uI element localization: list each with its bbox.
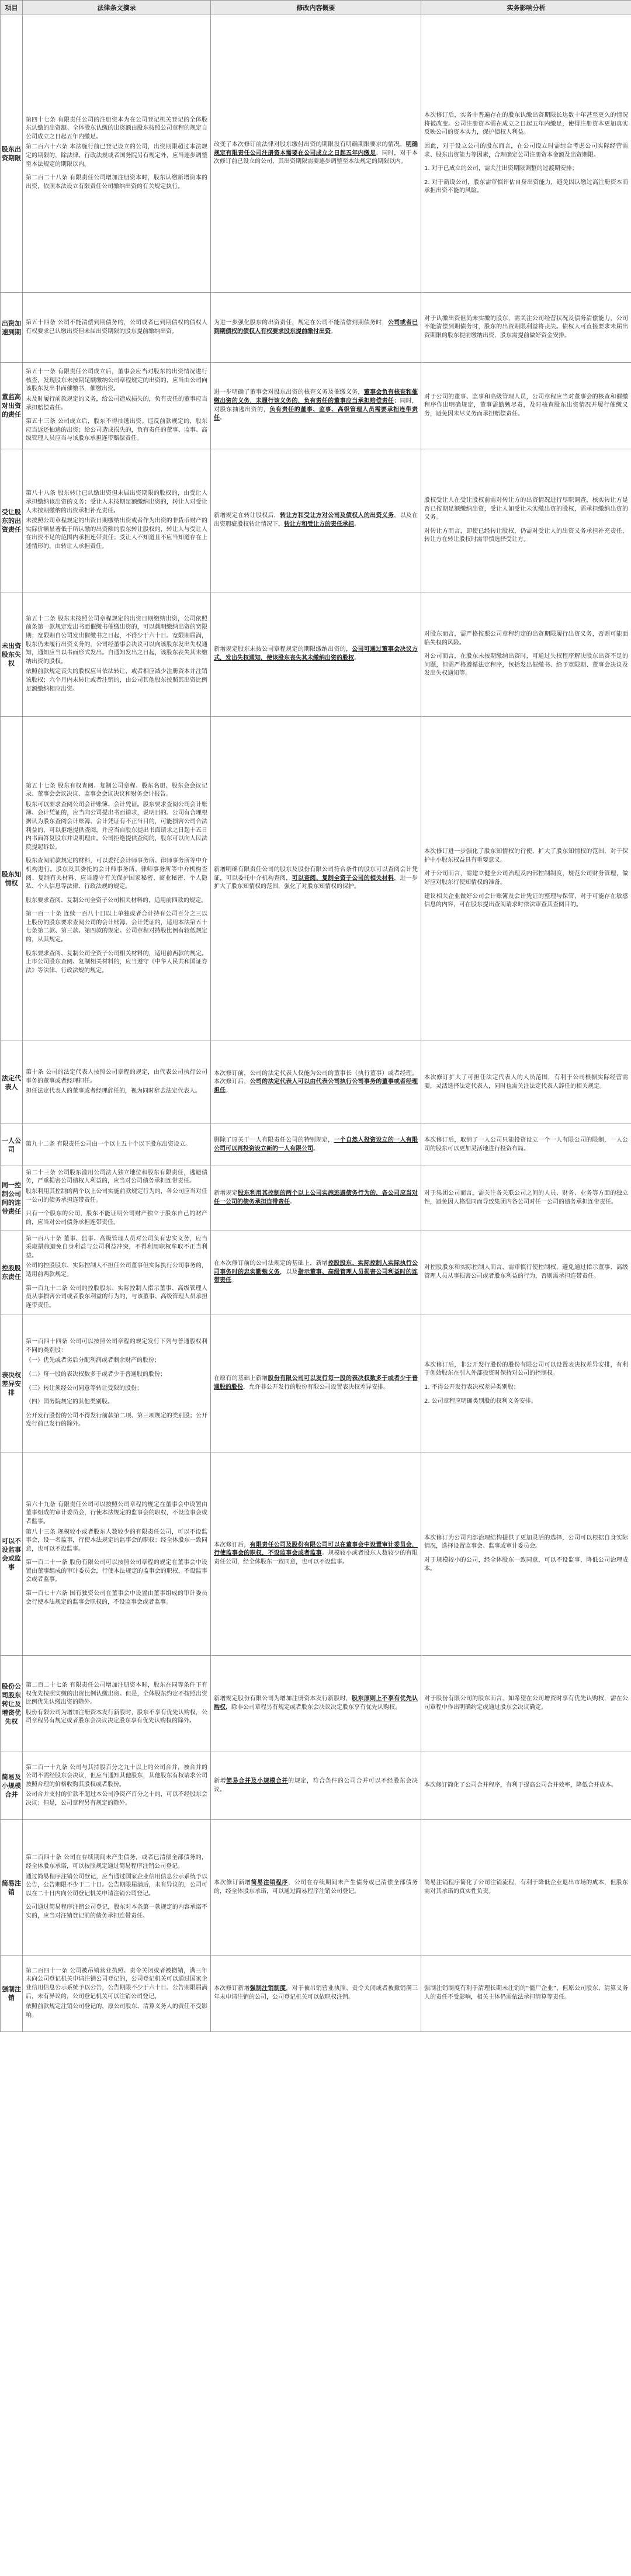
body-text: ；同时，对股东抽逃出资的， xyxy=(214,397,418,413)
body-text: 本次修订后，实务中普遍存在的股东认缴出资期限长达数十年甚至更久的情况将被改变。公司注册资本需在成立之日起五年内缴足，使得注册资本更加真实反映公司的资本实力，保护债权人利益。 xyxy=(424,112,628,136)
table-row xyxy=(1,363,631,449)
body-text: ，以及 xyxy=(280,1268,298,1275)
paragraph xyxy=(26,1385,207,1393)
row-item-label: 同一控制公司间的连带责任 xyxy=(1,1166,23,1230)
row-item-label: 控股股东责任 xyxy=(1,1230,23,1315)
impact-analysis-cell xyxy=(421,1230,631,1315)
emphasis-text: 股东利用其控制的两个以上公司实施逃避债务行为的，各公司应当对任一公司的债务承担连带责任 xyxy=(214,1190,418,1205)
table-row xyxy=(1,1956,631,2032)
emphasis-text: 公司或者已到期债权的债权人有权要求股东提前缴付出资 xyxy=(214,319,418,335)
body-text: 第八十三条 规模较小或者股东人数较少的有限责任公司，可以不设监事会，设一名监事，行使本法规定的监事会的职权；经全体股东一致同意，也可以不设监事。 xyxy=(26,1528,207,1552)
body-text: 进一步明确了董事会对股东出资的核查义务及催缴义务， xyxy=(214,389,364,396)
law-excerpt-cell xyxy=(23,449,211,592)
body-text: 为进一步强化股东的出资责任，规定在公司不能清偿到期债务时， xyxy=(214,319,388,326)
body-text: 。 xyxy=(226,1087,231,1094)
modification-summary-cell xyxy=(211,1752,421,1820)
body-text: 本次修订为公司内部治理结构提供了更加灵活的选择，公司可以根据自身实际情况，选择设置监事会、监事或审计委员会。 xyxy=(424,1534,628,1550)
emphasis-text: 董事会负有核查和催缴出资的义务，未履行该义务的，负有责任的董事应当承担赔偿责任 xyxy=(214,389,418,404)
law-excerpt-cell xyxy=(23,1820,211,1956)
modification-summary-cell xyxy=(211,15,421,293)
body-text: 公司合并支付的价款不超过本公司净资产百分之十的，可以不经股东会决议；但是，公司章程另有规定的除外。 xyxy=(26,1791,207,1807)
table-row xyxy=(1,1166,631,1230)
body-text: 第一百七十六条 国有独资公司在董事会中设置由董事组成的审计委员会行使本法规定的监事会职权的，不设监事会或者监事。 xyxy=(26,1590,207,1606)
modification-summary-cell xyxy=(211,1230,421,1315)
body-text: 1. 不得公开发行表决权差异类别股； xyxy=(424,1384,519,1391)
table-row xyxy=(1,1041,631,1124)
paragraph xyxy=(214,389,418,422)
row-item-label: 简易注销 xyxy=(1,1820,23,1956)
modification-summary-cell xyxy=(211,717,421,1041)
body-text: 第八十八条 股东转让已认缴出资但未届出资期限的股权的，由受让人承担缴纳该出资的义务；受让人未按期足额缴纳出资的，转让人对受让人未按期缴纳的出资承担补充责任。 xyxy=(26,490,207,514)
paragraph xyxy=(26,1285,207,1310)
law-excerpt-cell xyxy=(23,1315,211,1452)
paragraph xyxy=(26,950,207,976)
body-text: 。同时，对于本次修订前已设立的公司，其出资期限需要逐步调整至本法规定的期限以内。 xyxy=(214,150,418,165)
body-text: 本次修订简化了公司合并程序，有利于提高公司合并效率，降低合并成本。 xyxy=(424,1782,617,1789)
body-text: 对于集团公司而言，需关注各关联公司之间的人员、财务、业务等方面的独立性，避免因人格混同而导致集团内各公司对任一公司的债务承担连带责任。 xyxy=(424,1190,628,1205)
body-text: 本次修订前，公司的法定代表人仅能为公司的董事长（执行董事）或者经理。本次修订后， xyxy=(214,1070,418,1086)
body-text: 第五十三条 公司成立后，股东不得抽逃出资。违反前款规定的，股东应当返还抽逃的出资；给公司造成损失的，负有责任的董事、监事、高级管理人员应当与该股东承担连带赔偿责任。 xyxy=(26,418,207,442)
header-mod: 修改内容概要 xyxy=(211,1,421,15)
body-text: 第四十七条 有限责任公司的注册资本为在公司登记机关登记的全体股东认缴的出资额。全体股东认缴的出资额由股东按照公司章程的规定自公司成立之日起五年内缴足。 xyxy=(26,116,207,140)
law-excerpt-cell xyxy=(23,717,211,1041)
body-text: 第一百四十四条 公司可以按照公司章程的规定发行下列与普通股权利不同的类别股： xyxy=(26,1339,207,1354)
body-text: 股东利用其控制的两个以上公司实施前款规定行为的，各公司应当对任一公司的债务承担连带责任。 xyxy=(26,1188,207,1204)
paragraph xyxy=(26,368,207,394)
emphasis-text: 简易合并及小规模合并 xyxy=(226,1777,289,1784)
body-text: 第二百一十九条 公司与其持股百分之九十以上的公司合并，被合并的公司不需经股东会决议，但应当通知其他股东，其他股东有权请求公司按照合理的价格收购其股权或者股份。 xyxy=(26,1764,207,1788)
paragraph xyxy=(26,1967,207,2001)
emphasis-text: 股份有限公司可以发行每一股的表决权数多于或者少于普通股的股份 xyxy=(214,1375,418,1391)
body-text: 。 xyxy=(313,1145,319,1152)
impact-analysis-cell xyxy=(421,592,631,717)
law-excerpt-cell xyxy=(23,592,211,717)
paragraph xyxy=(424,165,628,174)
paragraph xyxy=(424,143,628,160)
paragraph xyxy=(424,1556,628,1573)
modification-summary-cell xyxy=(211,592,421,717)
body-text: 股权受让人在受让股权前需对转让方的出资情况进行尽职调查，核实转让方是否已按期足额缴纳出资，受让人如受让未实缴出资的股权，需承担缴纳出资的义务。 xyxy=(424,497,628,521)
body-text: 第一百二十一条 股份有限公司可以按照公司章程的规定在董事会中设置由董事组成的审计委员会，行使本法规定的监事会的职权，不设监事会或者监事。 xyxy=(26,1559,207,1583)
body-text: 公开发行股份的公司不得发行前款第二项、第三项规定的类别股；公开发行前已发行的除外。 xyxy=(26,1412,207,1428)
body-text: 。 xyxy=(290,1198,296,1205)
paragraph xyxy=(424,630,628,647)
table-row xyxy=(1,1315,631,1452)
body-text: 本次修订后，非公开发行股份的股份有限公司可以设置表决权差异安排，有利于创始股东在引入外部投资时保持对公司的控制权。 xyxy=(424,1361,628,1377)
body-text: 股东查阅前款规定的材料，可以委托会计师事务所、律师事务所等中介机构进行。股东及其委托的会计师事务所、律师事务所等中介机构查阅、复制有关材料，应当遵守有关保护国家秘密、商业秘密、个人隐私、个人信息等法律、行政法规的规定。 xyxy=(26,858,207,890)
paragraph xyxy=(424,1074,628,1091)
row-item-label: 未出资股东失权 xyxy=(1,592,23,717)
table-row xyxy=(1,449,631,592)
paragraph xyxy=(214,1985,418,2002)
body-text: 新增 xyxy=(214,1777,227,1784)
modification-summary-cell xyxy=(211,363,421,449)
paragraph xyxy=(214,1260,418,1285)
modification-summary-cell xyxy=(211,1956,421,2032)
table-row xyxy=(1,1820,631,1956)
row-item-label: 受让股东的出资责任 xyxy=(1,449,23,592)
paragraph xyxy=(26,615,207,667)
paragraph xyxy=(424,1190,628,1206)
law-excerpt-cell xyxy=(23,363,211,449)
body-text: 对公司而言，在股东未按期缴纳出资时，可通过失权程序解决股东出资不足的问题，但需严格遵循法定程序，包括发出催缴书、给予宽限期、董事会决议及发出失权通知等。 xyxy=(424,653,628,677)
paragraph xyxy=(214,512,418,529)
emphasis-text: 强制注销制度 xyxy=(249,1985,286,1992)
body-text: 本次修订进一步强化了股东知情权的行使，扩大了股东知情权的范围，对于保护中小股东权益具有重要意义。 xyxy=(424,848,628,864)
emphasis-text: 负有责任的董事、监事、高级管理人员需要承担连带责任 xyxy=(214,406,418,422)
body-text: 强制注销制度有利于清理长期未注销的“僵尸企业”，但原公司股东、清算义务人的责任不受影响，相关主体仍需依法承担清算等责任。 xyxy=(424,1985,628,2001)
body-text: ，对于被吊销营业执照、责令关闭或者被撤销满三年未申请注销的公司，公司登记机关可以依职权注销。 xyxy=(214,1985,418,2001)
impact-analysis-cell xyxy=(421,1656,631,1752)
paragraph xyxy=(26,1371,207,1379)
paragraph xyxy=(214,1541,418,1567)
header-item: 项目 xyxy=(1,1,23,15)
body-text: 2. 公司章程应明确类别股的权利义务安排。 xyxy=(424,1398,537,1405)
emphasis-text: 控股股东、实际控制人实际执行公司事务时的忠实勤勉义务 xyxy=(214,1260,418,1275)
law-excerpt-cell xyxy=(23,293,211,363)
paragraph xyxy=(26,1559,207,1585)
row-item-label: 强制注销 xyxy=(1,1956,23,2032)
modification-summary-cell xyxy=(211,1041,421,1124)
impact-analysis-cell xyxy=(421,1166,631,1230)
paragraph xyxy=(26,1681,207,1707)
paragraph xyxy=(424,497,628,522)
emphasis-text: 明确规定有限责任公司注册资本需要在公司成立之日起五年内缴足 xyxy=(214,141,418,157)
body-text: （三）转让须经公司同意等转让受限的股份； xyxy=(26,1385,143,1392)
body-text: 只有一个股东的公司，股东不能证明公司财产独立于股东自己的财产的，应当对公司债务承担连带责任。 xyxy=(26,1211,207,1226)
law-excerpt-cell xyxy=(23,1041,211,1124)
paragraph xyxy=(424,1136,628,1153)
header-row xyxy=(1,1,631,15)
body-text: 对于公司而言，需建立健全公司治理及内部控制制度，规范公司财务管理，做好应对股东行使知情权的准备。 xyxy=(424,871,628,886)
impact-analysis-cell xyxy=(421,1752,631,1820)
body-text: 担任法定代表人的董事或者经理辞任的，视为同时辞去法定代表人。 xyxy=(26,1088,201,1095)
paragraph xyxy=(424,1985,628,2002)
body-text: 第五十二条 股东未按照公司章程规定的出资日期缴纳出资，公司依照前条第一款规定发出书面催缴书催缴出资的，可以载明缴纳出资的宽限期；宽限期自公司发出催缴书之日起，不得少于六十日。宽限期届满，股东仍未履行出资义务的，公司经董事会决议可以向该股东发出失权通知，通知应当以书面形式发出。自通知发出之日起，该股东丧失其未缴纳出资的股权。 xyxy=(26,615,207,665)
emphasis-text: 指示董事、高级管理人员损害公司利益时的连带责任 xyxy=(214,1268,418,1284)
paragraph xyxy=(424,1695,628,1712)
body-text: 1. 对于已成立的公司，需关注出资期限调整的过渡期安排； xyxy=(424,165,578,172)
body-text: 的规定，符合条件的公司合并可以不经股东会决议。 xyxy=(214,1777,418,1793)
law-excerpt-cell xyxy=(23,1166,211,1230)
body-text: 第一百八十条 董事、监事、高级管理人员对公司负有忠实义务，应当采取措施避免自身利益与公司利益冲突，不得利用职权牟取不正当利益。 xyxy=(26,1235,207,1259)
body-text: 。 xyxy=(354,655,360,661)
body-text: 2. 对于新设公司，股东需审慎评估自身出资能力，避免因认缴过高注册资本而承担出资不能的风险。 xyxy=(424,179,628,195)
body-text: 未按照公司章程规定的出资日期缴纳出资或者作为出资的非货币财产的实际价额显著低于所认缴的出资额的股东转让股权的，转让人与受让人在出资不足的范围内承担连带责任；受让人不知道且不应当知道存在上述情形的，由转让人承担责任。 xyxy=(26,518,207,550)
impact-analysis-cell xyxy=(421,1956,631,2032)
paragraph xyxy=(26,1140,207,1149)
body-text: 。 xyxy=(331,328,337,335)
body-text: 本次修订后，取消了一人公司只能投资设立一个一人有限公司的限制，一人公司的股东可以更加灵活地进行投资布局。 xyxy=(424,1136,628,1152)
body-text: 本次修订新增 xyxy=(214,1985,250,1992)
table-row xyxy=(1,1752,631,1820)
paragraph xyxy=(424,1781,628,1790)
body-text: 新增规定在转让股权后， xyxy=(214,512,280,519)
paragraph xyxy=(424,393,628,419)
table-row xyxy=(1,1124,631,1166)
body-text: 对于规模较小的公司，经全体股东一致同意，可以不设监事，降低公司治理成本。 xyxy=(424,1557,628,1572)
body-text: （二）每一股的表决权数多于或者少于普通股的股份； xyxy=(26,1371,166,1378)
paragraph xyxy=(26,1338,207,1355)
row-item-label: 简易及小规模合并 xyxy=(1,1752,23,1820)
body-text: 第一百一十条 连续一百八十日以上单独或者合计持有公司百分之三以上股份的股东要求查阅公司的会计账簿、会计凭证的，适用本法第五十七条第二款、第三款、第四款的规定。公司章程对持股比例有较低规定的，从其规定。 xyxy=(26,911,207,944)
table-row xyxy=(1,293,631,363)
body-text: 股东要求查阅、复制公司全资子公司相关材料的，适用前两款的规定。上市公司股东查阅、复制相关材料的，应当遵守《中华人民共和国证券法》等法律、行政法规的规定。 xyxy=(26,950,207,974)
body-text: 简易注销程序简化了公司注销流程，有利于降低企业退出市场的成本，但股东需对其承诺的真实性负责。 xyxy=(424,1879,628,1895)
paragraph xyxy=(214,1190,418,1206)
body-text: ，进一步扩大了股东知情权的范围，强化了对股东知情权的保护。 xyxy=(214,875,418,890)
body-text: 第二百六十六条 本法施行前已登记设立的公司，出资期限超过本法规定的期限的，除法律、行政法规或者国务院另有规定外，应当逐步调整至本法规定的期限以内。 xyxy=(26,144,207,168)
row-item-label: 法定代表人 xyxy=(1,1041,23,1124)
body-text: 对于公司的董事、监事和高级管理人员，公司章程应当对董事会的核查和催缴程序作出明确规定，董事需勤勉尽责，及时核查股东出资情况并履行催缴义务，避免因未尽义务而承担赔偿责任。 xyxy=(424,393,628,417)
modification-summary-cell xyxy=(211,1124,421,1166)
law-excerpt-cell xyxy=(23,1230,211,1315)
impact-analysis-cell xyxy=(421,449,631,592)
paragraph xyxy=(26,1069,207,1086)
law-excerpt-cell xyxy=(23,1956,211,2032)
paragraph xyxy=(26,910,207,944)
table-row xyxy=(1,1452,631,1656)
emphasis-text: 公司可通过董事会决议方式，发出失权通知，使该股东丧失其未缴纳出资的股权 xyxy=(214,646,418,661)
row-item-label: 表决权差异安排 xyxy=(1,1315,23,1452)
paragraph xyxy=(26,1169,207,1186)
body-text: 改变了本次修订前法律对股东缴付出资的期限没有明确期限要求的情况， xyxy=(214,141,406,148)
paragraph xyxy=(214,1879,418,1896)
paragraph xyxy=(424,1384,628,1392)
impact-analysis-cell xyxy=(421,15,631,293)
paragraph xyxy=(26,174,207,191)
body-text: 在本次修订前的公司法规定的基础上，新增 xyxy=(214,1260,328,1267)
body-text: 对转让方而言，即使已经转让股权，仍需对受让人的出资义务承担补充责任，转让方在转让股权时需审慎选择受让方。 xyxy=(424,528,628,543)
paragraph xyxy=(424,653,628,678)
body-text: 建议相关企业做好公司会计账簿及会计凭证的整理与保管，对于可能存在敏感信息的内容，可在股东提出查阅请求时依法审查其查阅目的。 xyxy=(424,893,628,909)
emphasis-text: 股东原则上不享有优先认购权 xyxy=(214,1696,418,1711)
paragraph xyxy=(214,141,418,167)
paragraph xyxy=(424,893,628,910)
impact-analysis-cell xyxy=(421,717,631,1041)
body-text: 股份有限公司为增加注册资本发行新股时，股东不享有优先认购权，公司章程另有规定或者股东会决议决定股东享有优先认购权的除外。 xyxy=(26,1709,207,1725)
paragraph xyxy=(424,870,628,887)
law-excerpt-cell xyxy=(23,1124,211,1166)
paragraph xyxy=(214,1777,418,1794)
row-item-label: 董监高对出资的责任 xyxy=(1,363,23,449)
paragraph xyxy=(424,179,628,196)
body-text: 第二百二十七条 有限责任公司增加注册资本时，股东在同等条件下有权优先按照实缴的出资比例认缴出资。但是，全体股东约定不按照出资比例优先认缴出资的除外。 xyxy=(26,1682,207,1706)
paragraph xyxy=(26,1412,207,1429)
body-text: 公司通过简易程序注销公司登记，股东对本条第一款规定的内容承诺不实的，应当对注销登记前的债务承担连带责任。 xyxy=(26,1904,207,1919)
row-item-label: 股份公司股东转让及增资优先权 xyxy=(1,1656,23,1752)
table-row xyxy=(1,1656,631,1752)
paragraph xyxy=(26,418,207,443)
paragraph xyxy=(26,1210,207,1227)
paragraph xyxy=(214,866,418,892)
law-excerpt-cell xyxy=(23,1452,211,1656)
paragraph xyxy=(214,319,418,336)
paragraph xyxy=(26,1854,207,1871)
paragraph xyxy=(26,1904,207,1920)
body-text: 删除了原关于一人有限责任公司的特别规定， xyxy=(214,1136,334,1143)
body-text: 第二百四十条 公司在存续期间未产生债务，或者已清偿全部债务的，经全体股东承诺，可以按照规定通过简易程序注销公司登记。 xyxy=(26,1854,207,1870)
body-text: ，允许非公开发行的股份有限公司设置表决权差异安排。 xyxy=(243,1384,389,1391)
body-text: 第九十二条 有限责任公司由一个以上五十个以下股东出资设立。 xyxy=(26,1141,192,1148)
body-text: 因此，对于设立公司的股东而言，在公司设立时需综合考虑公司实际经营需求、股东出资能力等因素，合理确定公司注册资本金额及出资期限。 xyxy=(424,143,628,158)
emphasis-text: 转让方和受让方对公司及债权人的出资义务 xyxy=(280,512,394,519)
body-text: 。规模较小或者股东人数较少的有限责任公司，经全体股东一致同意，也可以不设监事。 xyxy=(214,1550,418,1565)
body-text: ，除非公司章程另有规定或者股东会决议决定股东享有优先认购权。 xyxy=(226,1704,401,1711)
paragraph xyxy=(424,1534,628,1551)
row-item-label: 出资加速到期 xyxy=(1,293,23,363)
table-row xyxy=(1,15,631,293)
impact-analysis-cell xyxy=(421,363,631,449)
row-item-label: 一人公司 xyxy=(1,1124,23,1166)
impact-analysis-cell xyxy=(421,1315,631,1452)
body-text: 股东要求查阅、复制公司全资子公司相关材料的，适用前四款的规定。 xyxy=(26,897,207,904)
body-text: 对股东而言，需严格按照公司章程约定的出资期限履行出资义务，否则可能面临失权的风险。 xyxy=(424,631,628,646)
body-text: 对于股份有限公司的股东而言，如希望在公司增资时享有优先认购权，需在公司章程中作出明确约定或通过股东会决议确定。 xyxy=(424,1696,628,1711)
row-item-label: 股东出资期限 xyxy=(1,15,23,293)
body-text: 未及时履行前款规定的义务，给公司造成损失的，负有责任的董事应当承担赔偿责任。 xyxy=(26,396,207,411)
paragraph xyxy=(26,1590,207,1607)
paragraph xyxy=(26,1501,207,1527)
body-text: 第一百九十二条 公司的控股股东、实际控制人指示董事、高级管理人员从事损害公司或者股东利益的行为的，与该董事、高级管理人员承担连带责任。 xyxy=(26,1285,207,1309)
body-text: （一）优先或者劣后分配利润或者剩余财产的股份； xyxy=(26,1357,160,1364)
paragraph xyxy=(26,319,207,336)
body-text: 第二百二十八条 有限责任公司增加注册资本时，股东认缴新增资本的出资，依照本法设立有限责任公司缴纳出资的有关规定执行。 xyxy=(26,175,207,190)
paragraph xyxy=(214,1375,418,1392)
body-text: 。 xyxy=(220,415,226,422)
paragraph xyxy=(214,1070,418,1095)
body-text: 第五十七条 股东有权查阅、复制公司章程、股东名册、股东会会议记录、董事会会议决议、监事会会议决议和财务会计报告。 xyxy=(26,782,207,798)
paragraph xyxy=(424,1361,628,1378)
emphasis-text: 简易注销程序 xyxy=(251,1879,289,1886)
modification-summary-cell xyxy=(211,1315,421,1452)
impact-analysis-cell xyxy=(421,293,631,363)
body-text: 。 xyxy=(231,1277,237,1284)
body-text: 新增规定股份有限公司为增加注册资本发行新股时， xyxy=(214,1696,352,1703)
law-excerpt-cell xyxy=(23,15,211,293)
table-row xyxy=(1,1230,631,1315)
paragraph xyxy=(214,1136,418,1153)
impact-analysis-cell xyxy=(421,1820,631,1956)
body-text: 对于认缴出资但尚未实缴的股东，需关注公司经营状况及债务清偿能力，公司不能清偿到期债务时，股东的出资期限利益将丧失。债权人可直接要求未届出资期限的股东提前缴纳出资，股东需提前做好资金安排。 xyxy=(424,315,628,339)
body-text: 依照前款规定注销公司登记的，原公司股东、清算义务人的责任不受影响。 xyxy=(26,2003,207,2019)
law-excerpt-cell xyxy=(23,1752,211,1820)
body-text: 第五十一条 有限责任公司成立后，董事会应当对股东的出资情况进行核查，发现股东未按期足额缴纳公司章程规定的出资的，应当由公司向该股东发出书面催缴书，催缴出资。 xyxy=(26,369,207,393)
paragraph xyxy=(424,315,628,341)
paragraph xyxy=(424,848,628,865)
body-text: 第十条 公司的法定代表人按照公司章程的规定，由代表公司执行公司事务的董事或者经理担任。 xyxy=(26,1069,207,1084)
modification-summary-cell xyxy=(211,1452,421,1656)
emphasis-text: 公司的法定代表人可以由代表公司执行公司事务的董事或者经理担任 xyxy=(214,1079,418,1094)
body-text: 。 xyxy=(354,521,360,528)
body-text: 本次修订后， xyxy=(214,1541,250,1548)
modification-summary-cell xyxy=(211,1820,421,1956)
paragraph xyxy=(26,1235,207,1261)
body-text: 新增规定股东未按公司章程规定的期限缴纳出资的， xyxy=(214,646,352,653)
paragraph xyxy=(26,490,207,515)
modification-summary-cell xyxy=(211,449,421,592)
body-text: 在原有的基础上新增 xyxy=(214,1375,268,1382)
table-row xyxy=(1,717,631,1041)
table-row xyxy=(1,592,631,717)
row-item-label: 股东知情权 xyxy=(1,717,23,1041)
emphasis-text: 有限责任公司及股份有限公司可以在董事会中设置审计委员会，行使监事会的职权，不设监事会或者监事 xyxy=(214,1541,418,1557)
body-text: 第六十九条 有限责任公司可以按照公司章程的规定在董事会中设置由董事组成的审计委员会，行使本法规定的监事会的职权，不设监事会或者监事。 xyxy=(26,1501,207,1525)
paragraph xyxy=(26,897,207,906)
paragraph xyxy=(424,1398,628,1406)
paragraph xyxy=(424,528,628,545)
body-text: 第五十四条 公司不能清偿到期债务的，公司或者已到期债权的债权人有权要求已认缴出资但未届出资期限的股东提前缴纳出资。 xyxy=(26,319,207,335)
modification-summary-cell xyxy=(211,1656,421,1752)
paragraph xyxy=(424,1879,628,1896)
body-text: ，公司在存续期间未产生债务或已清偿全部债务的，经全体股东承诺，可以通过简易程序注销公司登记。 xyxy=(214,1879,418,1895)
body-text: 新增规定 xyxy=(214,1190,238,1197)
modification-summary-cell xyxy=(211,293,421,363)
body-text: ，以及在出资瑕疵股权转让情况下， xyxy=(214,512,418,528)
emphasis-text: 转让方和受让方的责任承担 xyxy=(284,521,354,528)
paragraph xyxy=(26,782,207,799)
body-text: 依照前款规定丧失的股权应当依法转让，或者相应减少注册资本并注销该股权；六个月内未转让或者注销的，由公司其他股东按照其出资比例足额缴纳相应出资。 xyxy=(26,668,207,692)
modification-summary-cell xyxy=(211,1166,421,1230)
paragraph xyxy=(26,1398,207,1407)
impact-analysis-cell xyxy=(421,1452,631,1656)
header-impact: 实务影响分析 xyxy=(421,1,631,15)
paragraph xyxy=(26,116,207,142)
body-text: 对控股股东和实际控制人而言，需审慎行使控制权，避免通过指示董事、高级管理人员从事损害公司或者股东利益的行为，否则需承担连带责任。 xyxy=(424,1264,628,1280)
paragraph xyxy=(214,646,418,663)
body-text: 本次修订新增 xyxy=(214,1879,251,1886)
paragraph xyxy=(214,1695,418,1712)
paragraph xyxy=(424,112,628,137)
body-text: 新增明确有限责任公司的股东及股份有限公司符合条件的股东可以查阅会计凭证，可以委托中介机构查阅， xyxy=(214,866,418,882)
row-item-label: 可以不设监事会或监事 xyxy=(1,1452,23,1656)
body-text: （四）国务院规定的其他类别股。 xyxy=(26,1399,113,1406)
body-text: 通过简易程序注销公司登记，应当通过国家企业信用信息公示系统予以公告，公告期限不少于二十日。公告期限届满后，未有异议的，公司可以在二十日内向公司登记机关申请注销公司登记。 xyxy=(26,1873,207,1897)
header-law: 法律条文摘录 xyxy=(23,1,211,15)
body-text: 本次修订扩大了可担任法定代表人的人员范围，有利于公司根据实际经营需要，灵活选择法定代表人，同时也需关注法定代表人辞任的相关规定。 xyxy=(424,1074,628,1090)
emphasis-text: 可以查阅、复制全资子公司的相关材料 xyxy=(292,875,394,882)
paragraph xyxy=(26,857,207,891)
body-text: 第二百四十一条 公司被吊销营业执照、责令关闭或者被撤销，满三年未向公司登记机关申请注销公司登记的，公司登记机关可以通过国家企业信用信息公示系统予以公告，公告期限不少于六十日。公告期限届满后，未有异议的，公司登记机关可以注销公司登记。 xyxy=(26,1967,207,2000)
body-text: 股东可以要求查阅公司会计账簿、会计凭证。股东要求查阅公司会计账簿、会计凭证的，应当向公司提出书面请求，说明目的。公司有合理根据认为股东查阅会计账簿、会计凭证有不正当目的，可能损害公司合法利益的，可以拒绝提供查阅，并应当自股东提出书面请求之日起十五日内书面答复股东并说明理由。公司拒绝提供查阅的，股东可以向人民法院提起诉讼。 xyxy=(26,801,207,851)
law-excerpt-cell xyxy=(23,1656,211,1752)
impact-analysis-cell xyxy=(421,1041,631,1124)
emphasis-text: 一个自然人投资设立的一人有限公司可以再投资设立新的一人有限公司 xyxy=(214,1136,418,1152)
body-text: 公司的控股股东、实际控制人不担任公司董事但实际执行公司事务的，适用前两款规定。 xyxy=(26,1263,207,1278)
paragraph xyxy=(26,1764,207,1790)
impact-analysis-cell xyxy=(421,1124,631,1166)
body-text: 第二十三条 公司股东滥用公司法人独立地位和股东有限责任，逃避债务，严重损害公司债权人利益的，应当对公司债务承担连带责任。 xyxy=(26,1169,207,1185)
paragraph xyxy=(424,1264,628,1281)
